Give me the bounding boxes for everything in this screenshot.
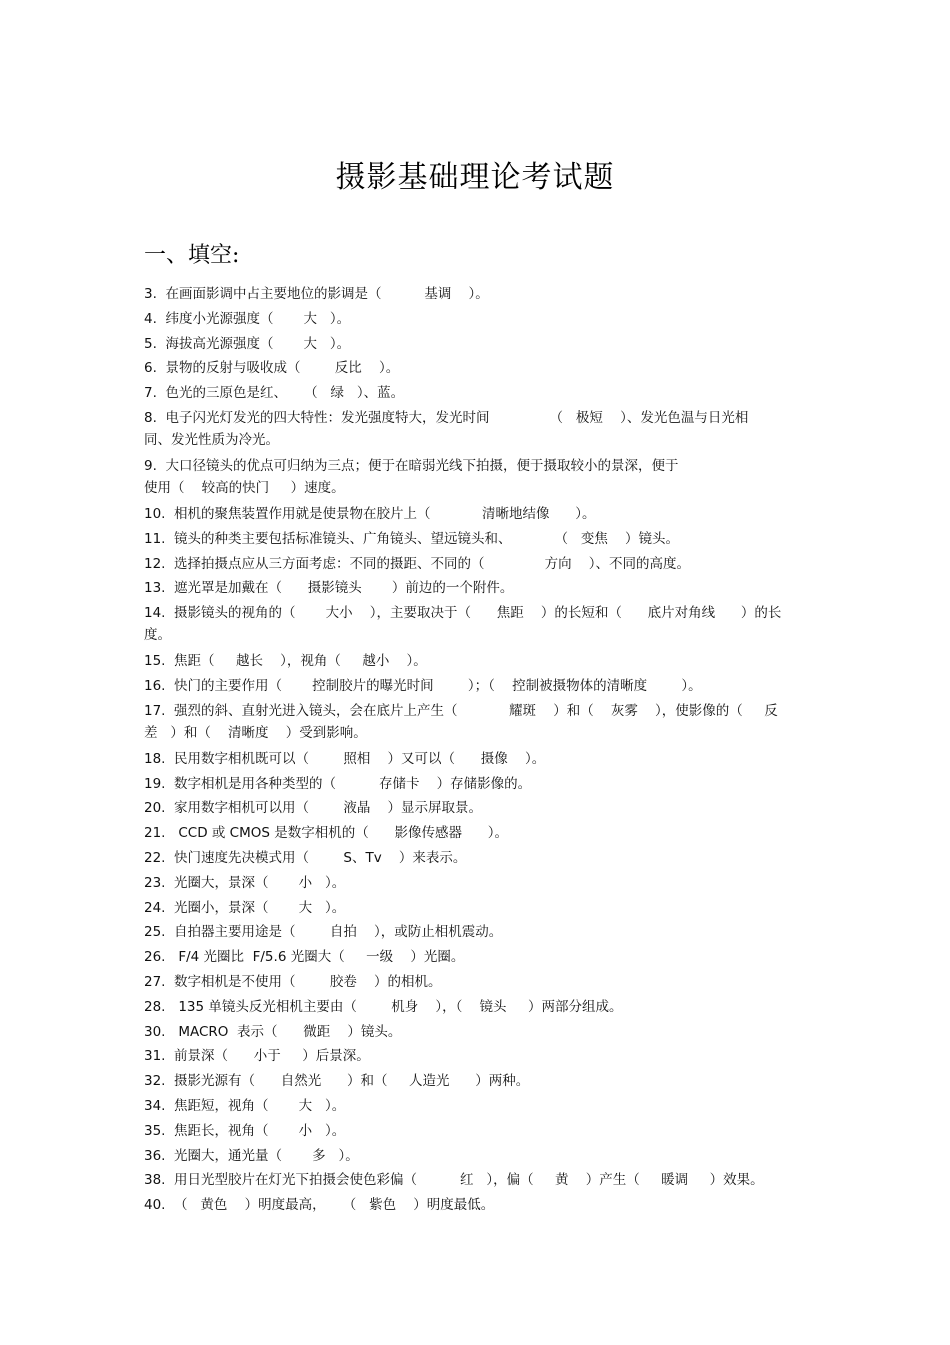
question-text: 24. 光圈小，景深（ 大 ）。 <box>144 899 346 916</box>
question-text: 35. 焦距长，视角（ 小 ）。 <box>144 1122 346 1139</box>
question-text-continued: 使用（ 较高的快门 ）速度。 <box>144 479 345 496</box>
question-text: 9. 大口径镜头的优点可归纳为三点；便于在暗弱光线下拍摄，便于摄取较小的景深，便于 <box>144 457 679 474</box>
question-item <box>144 946 814 968</box>
question-item <box>144 503 814 525</box>
question-item <box>144 382 814 404</box>
question-item <box>144 748 814 770</box>
question-item <box>144 602 814 646</box>
question-text-continued: 度。 <box>144 627 171 644</box>
question-text: 36. 光圈大，通光量（ 多 ）。 <box>144 1147 359 1164</box>
question-text: 27. 数字相机是不使用（ 胶卷 ）的相机。 <box>144 973 442 990</box>
question-item <box>144 1070 814 1092</box>
question-item <box>144 553 814 575</box>
question-text: 38. 用日光型胶片在灯光下拍摄会使色彩偏（ 红 ），偏（ 黄 ）产生（ 暖调 ）效果。 <box>144 1172 764 1189</box>
question-item <box>144 921 814 943</box>
question-item <box>144 577 814 599</box>
question-text: 25. 自拍器主要用途是（ 自拍 ），或防止相机震动。 <box>144 924 503 941</box>
question-text: 14. 摄影镜头的视角的（ 大小 ），主要取决于（ 焦距 ）的长短和（ 底片对角线 ）的长 <box>144 605 782 622</box>
question-item <box>144 1045 814 1067</box>
question-text: 32. 摄影光源有（ 自然光 ）和（ 人造光 ）两种。 <box>144 1073 530 1090</box>
question-item <box>144 1194 814 1216</box>
page-title: 摄影基础理论考试题 <box>335 160 615 195</box>
question-text: 11. 镜头的种类主要包括标准镜头、广角镜头、望远镜头和、 （ 变焦 ）镜头。 <box>144 530 680 547</box>
question-item <box>144 1095 814 1117</box>
question-text: 17. 强烈的斜、直射光进入镜头，会在底片上产生（ 耀斑 ）和（ 灰雾 ），使影像的（ 反 <box>144 702 778 719</box>
question-list <box>144 283 814 1219</box>
question-text: 12. 选择拍摄点应从三方面考虑：不同的摄距、不同的（ 方向 ）、不同的高度。 <box>144 555 691 572</box>
question-text: 16. 快门的主要作用（ 控制胶片的曝光时间 ）；（ 控制被摄物体的清晰度 ）。 <box>144 677 702 694</box>
question-item <box>144 797 814 819</box>
question-item <box>144 528 814 550</box>
question-item <box>144 333 814 355</box>
question-text: 15. 焦距（ 越长 ），视角（ 越小 ）。 <box>144 653 427 670</box>
section-heading: 一、填空: <box>144 243 240 268</box>
question-text: 7. 色光的三原色是红、 （ 绿 ）、蓝。 <box>144 385 405 402</box>
question-item <box>144 1120 814 1142</box>
question-text: 18. 民用数字相机既可以（ 照相 ）又可以（ 摄像 ）。 <box>144 750 546 767</box>
question-item <box>144 650 814 672</box>
question-text: 5. 海拔高光源强度（ 大 ）。 <box>144 335 351 352</box>
question-item <box>144 1145 814 1167</box>
question-item <box>144 1169 814 1191</box>
question-item <box>144 357 814 379</box>
question-item <box>144 455 814 499</box>
question-text: 22. 快门速度先决模式用（ S、Tv ）来表示。 <box>144 849 467 866</box>
question-item <box>144 407 814 451</box>
question-item <box>144 700 814 744</box>
question-item <box>144 283 814 305</box>
question-item <box>144 773 814 795</box>
question-text: 26. F/4 光圈比 F/5.6 光圈大（ 一级 ）光圈。 <box>144 949 465 966</box>
question-item <box>144 971 814 993</box>
question-text: 23. 光圈大，景深（ 小 ）。 <box>144 874 346 891</box>
question-text-continued: 同、发光性质为冷光。 <box>144 431 279 448</box>
question-text: 3. 在画面影调中占主要地位的影调是（ 基调 ）。 <box>144 286 489 302</box>
question-item <box>144 308 814 330</box>
question-text: 31. 前景深（ 小于 ）后景深。 <box>144 1048 370 1065</box>
question-item <box>144 822 814 844</box>
question-item <box>144 847 814 869</box>
question-item <box>144 996 814 1018</box>
question-text: 4. 纬度小光源强度（ 大 ）。 <box>144 310 351 327</box>
question-item <box>144 872 814 894</box>
question-text: 19. 数字相机是用各种类型的（ 存储卡 ）存储影像的。 <box>144 775 532 792</box>
question-text: 40. （ 黄色 ）明度最高， （ 紫色 ）明度最低。 <box>144 1197 495 1214</box>
question-item <box>144 675 814 697</box>
question-text: 8. 电子闪光灯发光的四大特性：发光强度特大，发光时间 （ 极短 ）、发光色温与日光相 <box>144 409 749 426</box>
question-text: 21. CCD 或 CMOS 是数字相机的（ 影像传感器 ）。 <box>144 825 508 842</box>
question-text: 6. 景物的反射与吸收成（ 反比 ）。 <box>144 360 400 377</box>
question-text-continued: 差 ）和（ 清晰度 ）受到影响。 <box>144 724 367 741</box>
question-item <box>144 1021 814 1043</box>
question-text: 10. 相机的聚焦装置作用就是使景物在胶片上（ 清晰地结像 ）。 <box>144 505 596 522</box>
question-text: 34. 焦距短，视角（ 大 ）。 <box>144 1097 346 1114</box>
question-text: 13. 遮光罩是加戴在（ 摄影镜头 ）前边的一个附件。 <box>144 580 514 597</box>
question-item <box>144 897 814 919</box>
question-text: 28. 135 单镜头反光相机主要由（ 机身 ），（ 镜头 ）两部分组成。 <box>144 998 623 1015</box>
question-text: 20. 家用数字相机可以用（ 液晶 ）显示屏取景。 <box>144 800 483 817</box>
question-text: 30. MACRO 表示（ 微距 ）镜头。 <box>144 1023 402 1040</box>
